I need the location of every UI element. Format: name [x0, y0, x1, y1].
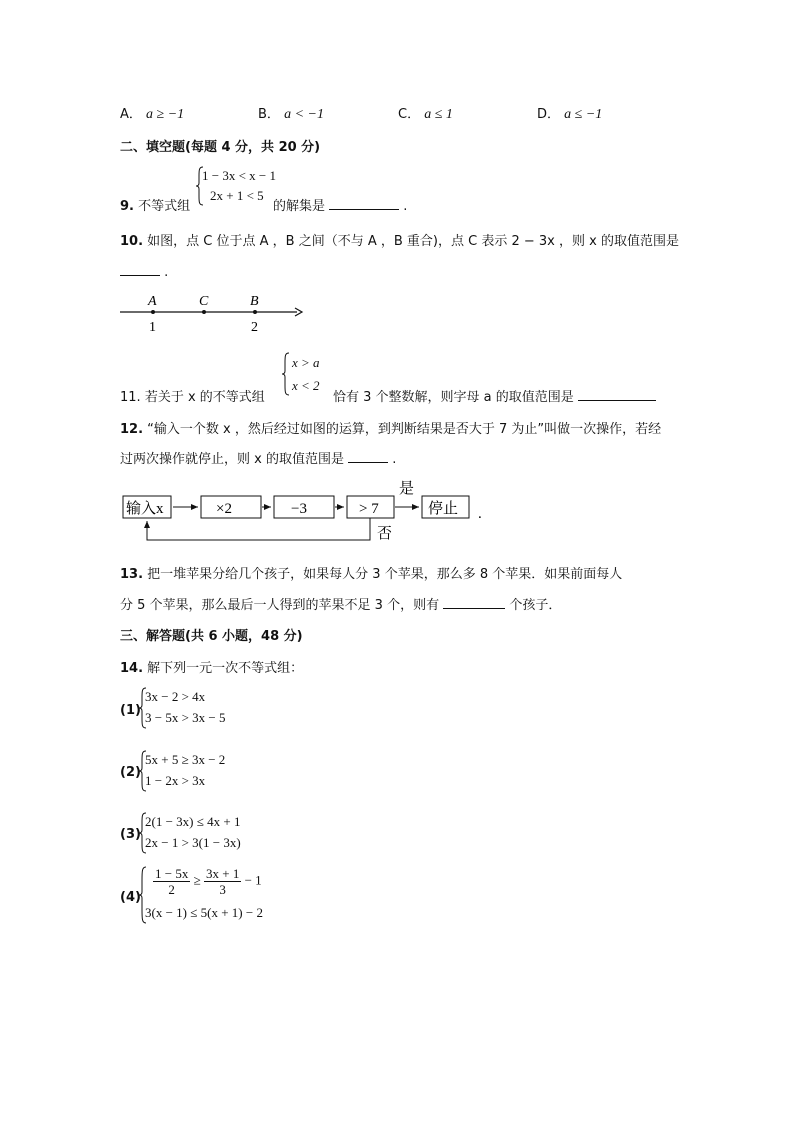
choice-b-expr: a < −1 — [284, 107, 324, 122]
q14-p4-denominator-left: 2 — [168, 882, 175, 897]
q12-body1: “输入一个数 x ，然后经过如图的运算，到判断结果是否大于 7 为止”叫做一次操作，若经 — [147, 422, 662, 437]
q9-text-after — [273, 195, 407, 214]
flow-loop-back-arrow — [147, 518, 370, 540]
q11-text-before — [120, 386, 265, 405]
q14-p4-system — [139, 866, 289, 924]
q10-answer-blank[interactable] — [120, 262, 160, 276]
choice-a-label: A． — [120, 107, 142, 122]
q14-p3-line1: 2(1 − 3x) ≤ 4x + 1 — [145, 814, 241, 829]
choice-a — [120, 103, 184, 123]
q11-prefix: 若关于 x 的不等式组 — [144, 390, 265, 405]
q9-number: 9. — [120, 199, 134, 214]
section3-title: 三、解答题(共 6 小题，48 分) — [120, 629, 303, 644]
q14-p4-tail: − 1 — [244, 872, 262, 888]
q14-p1-system — [139, 687, 269, 729]
q10-number-line — [115, 290, 310, 338]
flow-trailing-dot: . — [478, 506, 482, 522]
q11-answer-blank[interactable] — [578, 387, 656, 401]
q9-text-before — [120, 195, 190, 214]
q13-body2-after: 个孩子． — [509, 598, 562, 613]
flow-yes-label: 是 — [399, 481, 415, 497]
flow-multiply-label: ×2 — [216, 501, 232, 517]
flow-input-label: 输入x — [126, 501, 164, 517]
q14-p4-numerator-left: 1 − 5x — [155, 866, 189, 881]
choice-c-label: C． — [398, 107, 421, 122]
q12-text-line2 — [120, 448, 396, 467]
q14-p4-fraction-right — [204, 866, 241, 897]
q14-p1-label: (1) — [120, 703, 141, 718]
q12-body2: 过两次操作就停止，则 x 的取值范围是 — [120, 452, 344, 467]
q14-p3-label: (3) — [120, 827, 141, 842]
q14-p2-label: (2) — [120, 765, 141, 780]
q14-p4-numerator-right: 3x + 1 — [205, 866, 240, 881]
q12-flowchart — [115, 478, 505, 550]
q14-text — [120, 657, 303, 676]
choice-d-expr: a ≤ −1 — [564, 107, 603, 122]
q14-p4-relation: ≥ — [193, 872, 201, 888]
q12-end: . — [392, 452, 397, 467]
q13-answer-blank[interactable] — [443, 595, 505, 609]
q11-system — [282, 352, 332, 396]
q11-line2: x < 2 — [292, 378, 320, 393]
label-b: B — [250, 294, 259, 309]
section2-title: 二、填空题(每题 4 分，共 20 分) — [120, 140, 321, 155]
q14-p4-line2: 3(x − 1) ≤ 5(x + 1) − 2 — [145, 905, 263, 920]
q14-number: 14. — [120, 661, 144, 676]
q9-answer-blank[interactable] — [329, 196, 399, 210]
q14-p2-line1: 5x + 5 ≥ 3x − 2 — [145, 752, 226, 767]
q11-text-after — [333, 386, 656, 405]
tick-1: 1 — [149, 320, 156, 335]
q10-end: . — [164, 265, 169, 280]
q10-answer — [120, 262, 168, 280]
q14-body: 解下列一元一次不等式组： — [147, 661, 304, 676]
q13-number: 13. — [120, 567, 144, 582]
choice-d — [537, 103, 602, 123]
q9-end: . — [403, 199, 408, 214]
q14-p4-line1 — [153, 866, 262, 897]
point-b-dot — [253, 310, 257, 314]
q12-number: 12. — [120, 422, 144, 437]
q9-system — [196, 166, 276, 206]
q12-text-line1 — [120, 418, 661, 437]
choice-c-expr: a ≤ 1 — [424, 107, 453, 122]
label-c: C — [199, 294, 209, 309]
q13-text-line1 — [120, 563, 622, 582]
q13-body2-before: 分 5 个苹果，那么最后一人得到的苹果不足 3 个，则有 — [120, 598, 440, 613]
q13-body1: 把一堆苹果分给几个孩子，如果每人分 3 个苹果，那么多 8 个苹果．如果前面每人 — [147, 567, 623, 582]
q14-p1-line1: 3x − 2 > 4x — [145, 689, 206, 704]
choice-d-label: D． — [537, 107, 561, 122]
q9-prefix: 不等式组 — [138, 199, 191, 214]
choice-b-label: B． — [258, 107, 280, 122]
point-c-dot — [202, 310, 206, 314]
choice-c — [398, 103, 453, 123]
q10-text — [120, 230, 679, 249]
q11-suffix: 恰有 3 个整数解，则字母 a 的取值范围是 — [333, 390, 574, 405]
q10-number: 10. — [120, 234, 144, 249]
flow-stop-label: 停止 — [428, 501, 459, 517]
flow-condition-label: > 7 — [359, 501, 379, 517]
point-a-dot — [151, 310, 155, 314]
choice-a-expr: a ≥ −1 — [146, 107, 185, 122]
q14-p2-system — [139, 750, 269, 792]
q10-body: 如图，点 C 位于点 A ，B 之间（不与 A ，B 重合)，点 C 表示 2 − 3x ，则 x 的取值范围是 — [147, 234, 679, 249]
q14-p2-line2: 1 − 2x > 3x — [145, 773, 206, 788]
q14-p3-system — [139, 812, 279, 854]
q11-number: 11. — [120, 390, 141, 405]
q9-line2: 2x + 1 < 5 — [210, 188, 264, 203]
flow-no-label: 否 — [377, 526, 393, 542]
q9-suffix: 的解集是 — [273, 199, 326, 214]
q11-brace — [282, 352, 290, 396]
q12-answer-blank[interactable] — [348, 449, 388, 463]
flow-subtract-label: −3 — [291, 501, 307, 517]
label-a: A — [148, 294, 157, 309]
choice-b — [258, 103, 324, 123]
q14-p4-fraction-left — [153, 866, 190, 897]
q14-p4-label: (4) — [120, 890, 141, 905]
q11-line1: x > a — [292, 355, 320, 370]
q13-text-line2 — [120, 594, 561, 613]
q14-p1-line2: 3 − 5x > 3x − 5 — [145, 710, 226, 725]
tick-2: 2 — [251, 320, 258, 335]
q9-line1: 1 − 3x < x − 1 — [202, 168, 276, 183]
q14-p3-line2: 2x − 1 > 3(1 − 3x) — [145, 835, 241, 850]
q14-p4-denominator-right: 3 — [219, 882, 226, 897]
